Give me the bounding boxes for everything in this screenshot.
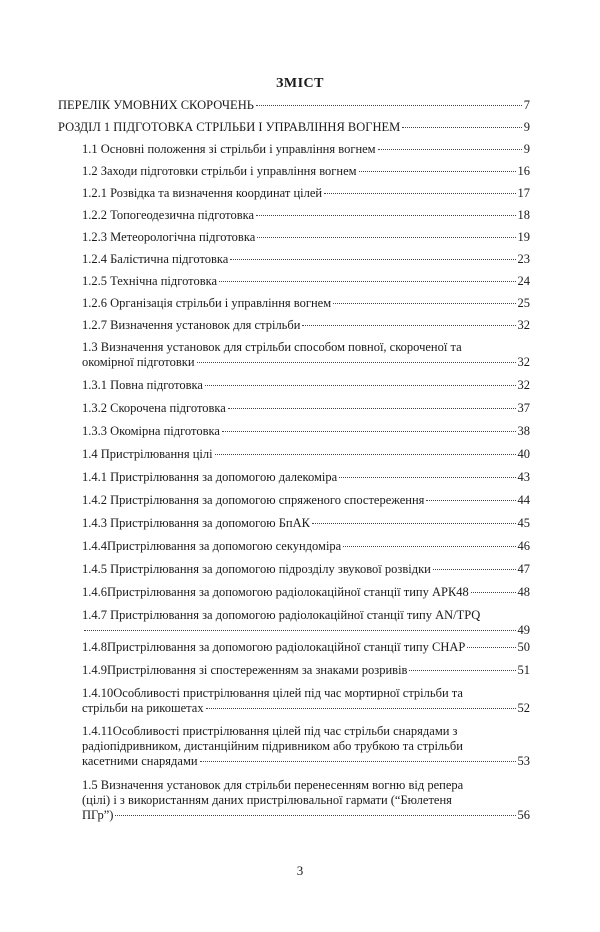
page-number: 3 (296, 863, 304, 878)
toc-entry[interactable]: РОЗДІЛ 1 ПІДГОТОВКА СТРІЛЬБИ І УПРАВЛІННЯ ВОГНЕМ 9 (58, 120, 530, 134)
toc-entry[interactable]: 1.2.7 Визначення установок для стрільби 32 (82, 318, 530, 332)
toc-entry[interactable]: 1.3.1 Повна підготовка 32 (82, 378, 530, 392)
toc-entry[interactable]: 1.4.9Пристрілювання зі спостереженням за знаками розривів 51 (82, 663, 530, 677)
toc-entry[interactable]: 1.2.1 Розвідка та визначення координат цілей 17 (82, 186, 530, 200)
toc-entry[interactable]: 1.1 Основні положення зі стрільби і управління вогнем 9 (82, 142, 530, 156)
toc-entry[interactable]: 1.4.7 Пристрілювання за допомогою радіолокаційної станції типу AN/TPQ 49 (82, 608, 530, 637)
toc-entry[interactable]: ПЕРЕЛІК УМОВНИХ СКОРОЧЕНЬ 7 (58, 98, 530, 112)
toc-entry[interactable]: 1.2.4 Балістична підготовка 23 (82, 252, 530, 266)
toc-entry[interactable]: 1.5 Визначення установок для стрільби перенесенням вогню від репера (цілі) і з використанням даних пристрілювальної гармати (“Бюлетеня ПГр”) 56 (82, 778, 530, 822)
toc-entry[interactable]: 1.2.6 Організація стрільби і управління вогнем 25 (82, 296, 530, 310)
toc-entry[interactable]: 1.4.1 Пристрілювання за допомогою далекоміра 43 (82, 470, 530, 484)
toc-title: ЗМІСТ (276, 76, 324, 91)
toc-entry[interactable]: 1.2.2 Топогеодезична підготовка 18 (82, 208, 530, 222)
toc-entry[interactable]: 1.4.4Пристрілювання за допомогою секундоміра 46 (82, 539, 530, 553)
toc-entry[interactable]: 1.3 Визначення установок для стрільби способом повної, скороченої та окомірної підготовки 32 (82, 340, 530, 369)
toc-entry[interactable]: 1.4 Пристрілювання цілі 40 (82, 447, 530, 461)
toc-entry[interactable]: 1.4.8Пристрілювання за допомогою радіолокаційної станції типу CHAP 50 (82, 640, 530, 654)
toc-entry[interactable]: 1.2 Заходи підготовки стрільби і управління вогнем 16 (82, 164, 530, 178)
toc-entry[interactable]: 1.4.5 Пристрілювання за допомогою підрозділу звукової розвідки 47 (82, 562, 530, 576)
toc-entry[interactable]: 1.4.10Особливості пристрілювання цілей під час мортирної стрільби та стрільби на рикошетах 52 (82, 686, 530, 715)
toc-entry[interactable]: 1.2.5 Технічна підготовка 24 (82, 274, 530, 288)
toc-entry[interactable]: 1.3.2 Скорочена підготовка 37 (82, 401, 530, 415)
toc-entry[interactable]: 1.2.3 Метеорологічна підготовка 19 (82, 230, 530, 244)
toc-entry[interactable]: 1.4.6Пристрілювання за допомогою радіолокаційної станції типу АРК48 48 (82, 585, 530, 599)
toc-entry[interactable]: 1.4.3 Пристрілювання за допомогою БпАК 45 (82, 516, 530, 530)
toc-entry[interactable]: 1.4.11Особливості пристрілювання цілей під час стрільби снарядами з радіопідривником, дистанційним підривником або трубкою та стрільби касетними снарядами 53 (82, 724, 530, 768)
toc-entry[interactable]: 1.4.2 Пристрілювання за допомогою спряженого спостереження 44 (82, 493, 530, 507)
toc-entry[interactable]: 1.3.3 Окомірна підготовка 38 (82, 424, 530, 438)
